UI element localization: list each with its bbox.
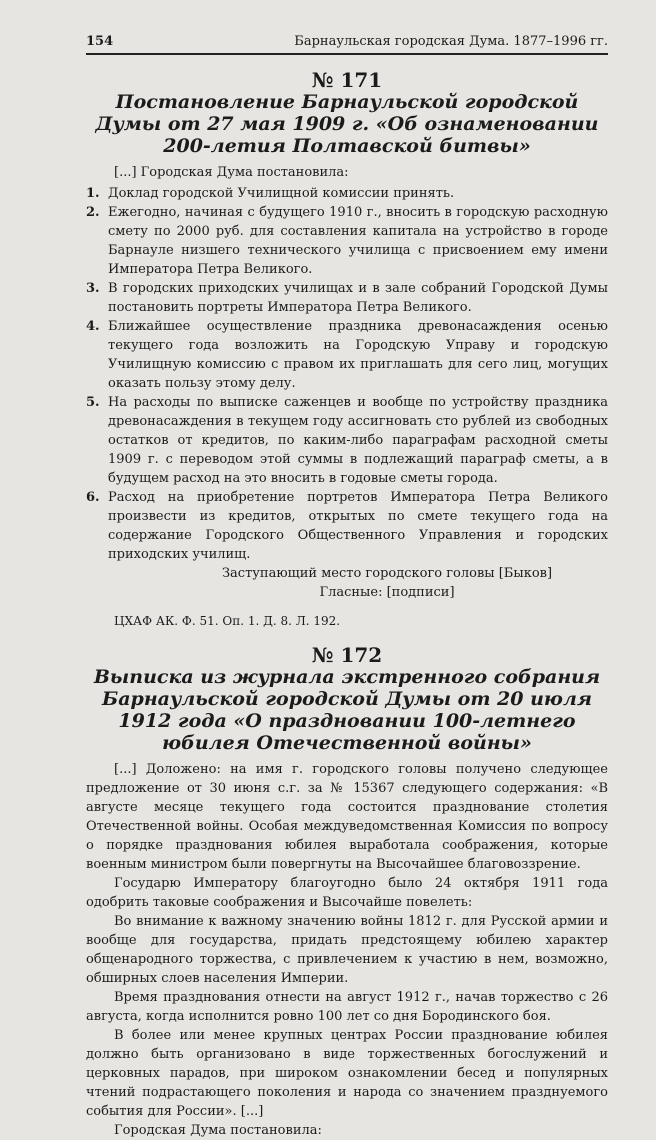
body-paragraph: Городская Дума постановила: (114, 1123, 322, 1138)
intro-paragraph: [...] Городская Дума постановила: (114, 165, 349, 180)
running-title: Барнаульская городская Дума. 1877–1996 гг. (294, 34, 608, 49)
body-paragraph: Государю Императору благоугодно было 24 октября 1911 года одобрить таковые соображения и Высочайше повелеть: (86, 876, 608, 910)
body-paragraph: Время празднования отнести на август 1912 г., начав торжество с 26 августа, когда исполнится ровно 100 лет со дня Бородинского боя. (86, 990, 608, 1024)
resolution-list (86, 184, 608, 564)
signature-councillors: Гласные: [подписи] (319, 585, 455, 600)
list-item: 1. Доклад городской Училищной комиссии принять. (86, 186, 455, 201)
page-number: 154 (86, 34, 114, 49)
document-title: Постановление Барнаульской городской Думы от 27 мая 1909 г. «Об ознаменовании 200-летия Полтавской битвы» (95, 91, 599, 157)
document-number: № 171 (311, 68, 383, 92)
document-title: Выписка из журнала экстренного собрания Барнаульской городской Думы от 20 июля 1912 года «О праздновании 100-летнего юбилея Отечественной войны» (93, 666, 601, 754)
list-item: 4. Ближайшее осуществление праздника древонасаждения осенью текущего года возложить на Городскую Управу и городскую Училищную комиссию с правом их приглашать для сего лиц, могущих оказать пользу этому делу. (86, 319, 608, 391)
list-item: 5. На расходы по выписке саженцев и вообще по устройству праздника древонасаждения в текущем году ассигновать сто рублей из свободных остатков от кредитов, по каким-либо параграфам расходной сметы 1909 г. с переводом этой суммы в подлежащий параграф сметы, а в будущем расход на это вносить в годовые сметы города. (86, 395, 608, 486)
archive-source: ЦХАФ АК. Ф. 51. Оп. 1. Д. 8. Л. 192. (114, 614, 341, 628)
document-number: № 172 (311, 643, 383, 667)
signature-acting-mayor: Заступающий место городского головы [Быков] (221, 566, 553, 581)
document-172 (86, 644, 608, 1140)
body-paragraph: Во внимание к важному значению войны 1812 г. для Русской армии и вообще для государства, придать предстоящему юбилею характер общенародного торжества, с привлечением к участию в нем, возможно, обширных слоев населения Империи. (86, 914, 608, 986)
body-paragraph: В более или менее крупных центрах России празднование юбилея должно быть организовано в виде торжественных богослужений и церковных парадов, при широком ознакомлении бесед и популярных чтений подрастающего поколения и народа со значением празднуемого события для России». [...] (86, 1028, 608, 1119)
list-item: 2. Ежегодно, начиная с будущего 1910 г., вносить в городскую расходную смету по 2000 руб. для составления капитала на устройство в городе Барнауле низшего технического училища с присвоением ему имени Императора Петра Великого. (86, 205, 608, 277)
body-paragraph: [...] Доложено: на имя г. городского головы получено следующее предложение от 30 июня с.г. за № 15367 следующего содержания: «В августе месяце текущего года состоится празднование столетия Отечественной войны. Особая междуведомственная Комиссия по вопросу о порядке празднования юбилея выработала соображения, которые военным министром были повергнуты на Высочайшее благовоззрение. (86, 762, 608, 872)
list-item: 3. В городских приходских училищах и в зале собраний Городской Думы постановить портреты Императора Петра Великого. (86, 281, 608, 315)
document-171 (86, 69, 608, 630)
list-item: 6. Расход на приобретение портретов Императора Петра Великого произвести из кредитов, открытых по смете текущего года на содержание Городского Общественного Управления и городских приходских училищ. (86, 490, 608, 562)
page-header (86, 34, 608, 55)
